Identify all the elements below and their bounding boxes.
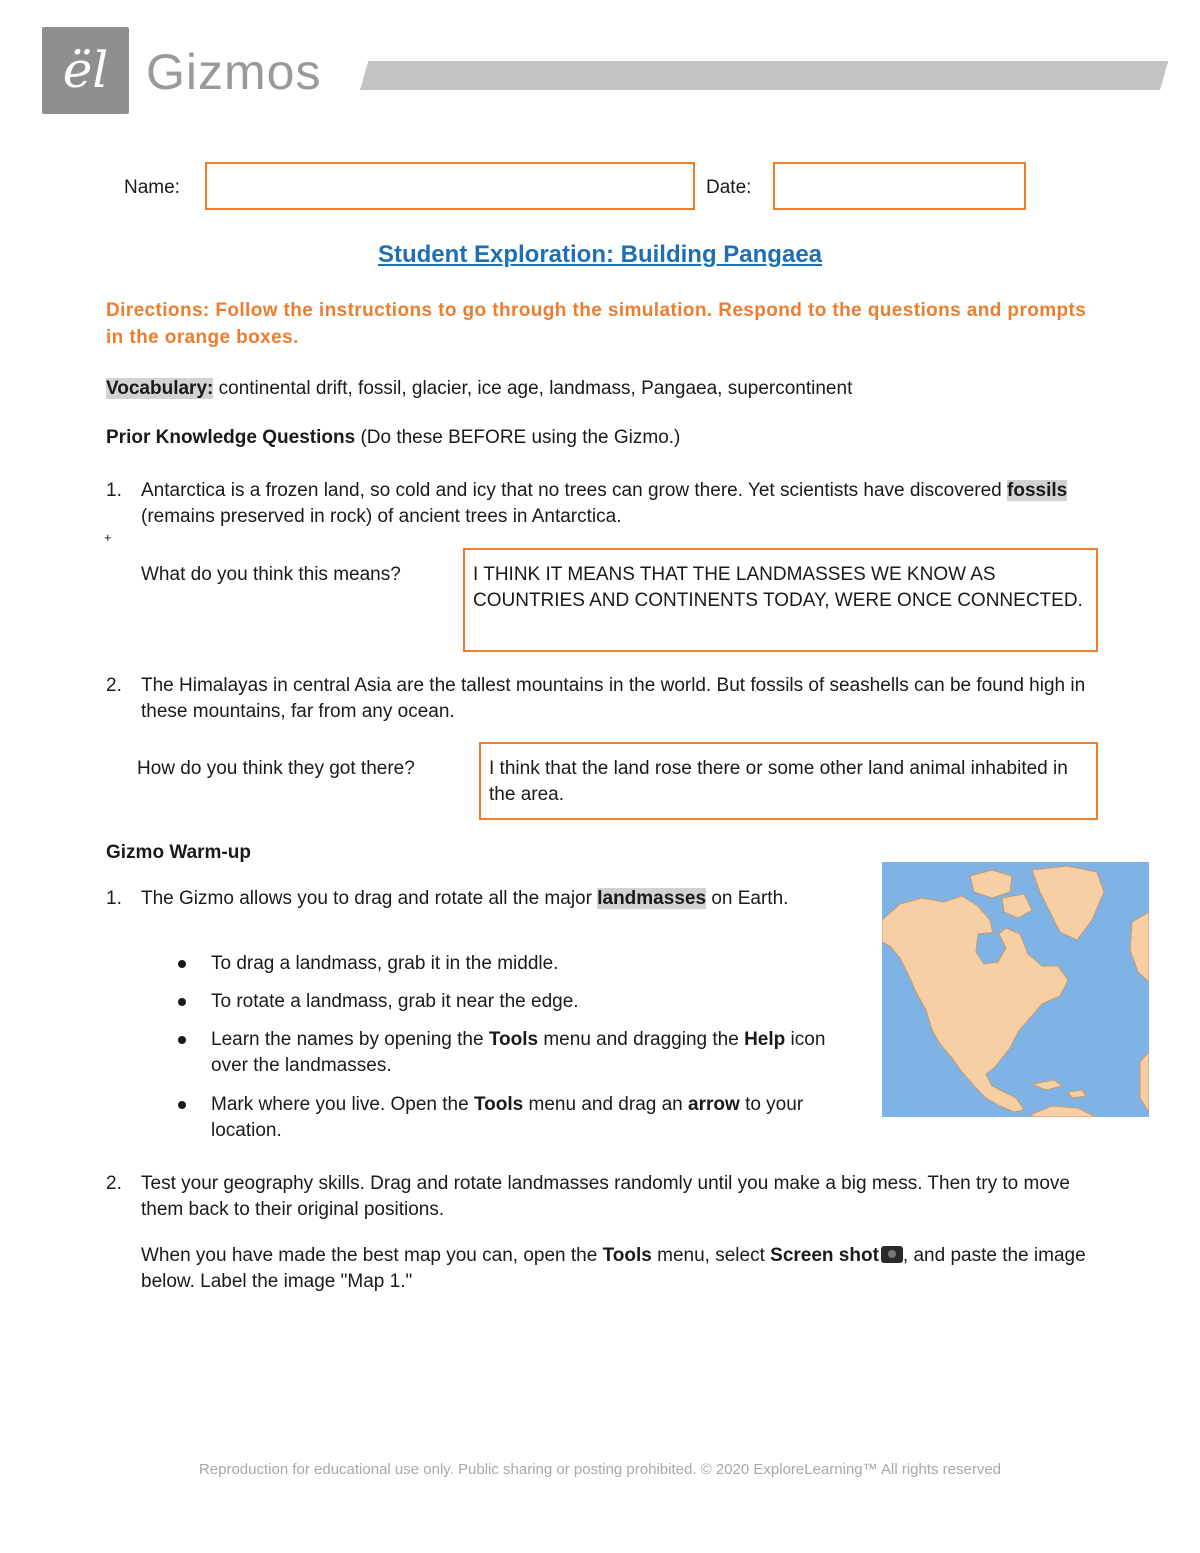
footer-copyright: Reproduction for educational use only. Public sharing or posting prohibited. © 2020 ExploreLearning™ All rights reserved (198, 1461, 1002, 1478)
warmup-item2-instructions (141, 1243, 1096, 1295)
q1-number: 1. (106, 480, 122, 501)
warmup-bullet-2: To rotate a landmass, grab it near the edge. (211, 991, 579, 1012)
bullet-3 (178, 1036, 186, 1044)
warmup-item2-text: Test your geography skills. Drag and rotate landmasses randomly until you make a big mess. Then try to move them back to their original positions. (141, 1173, 1070, 1220)
b3-tools: Tools (488, 1029, 539, 1050)
prior-knowledge-title: Prior Knowledge Questions (106, 427, 356, 448)
logo-glyph: ël (62, 41, 109, 99)
directions: Directions: Follow the instructions to go through the simulation. Respond to the questions and prompts in the orange boxes. (106, 300, 1087, 348)
p-c: , and paste the image below. Label the image "Map 1." (141, 1245, 1086, 1292)
warmup-item2-number: 2. (106, 1173, 122, 1194)
vocabulary (106, 376, 1096, 402)
vocabulary-label: Vocabulary: (106, 378, 214, 399)
warmup-bullet-4 (211, 1092, 841, 1144)
q1-term: fossils (1007, 480, 1068, 501)
page-title: Student Exploration: Building Pangaea (377, 241, 823, 268)
date-field[interactable] (773, 162, 1026, 210)
warmup-item1-term: landmasses (597, 888, 707, 909)
warmup-item1-text-before: The Gizmo allows you to drag and rotate all the major (141, 888, 592, 909)
p-tools: Tools (602, 1245, 652, 1266)
bullet-4 (178, 1101, 186, 1109)
camera-icon (881, 1246, 903, 1263)
prior-knowledge-heading (106, 425, 1096, 451)
b4-b: menu and drag an (528, 1094, 683, 1115)
warmup-bullet-3 (211, 1027, 841, 1079)
vocabulary-terms: continental drift, fossil, glacier, ice age, landmass, Pangaea, supercontinent (218, 378, 853, 399)
q1-text-after: (remains preserved in rock) of ancient trees in Antarctica. (141, 506, 622, 527)
q2-number: 2. (106, 675, 122, 696)
b3-help: Help (744, 1029, 786, 1050)
bullet-1 (178, 960, 186, 968)
warmup-item1-text (141, 886, 831, 912)
q2-answer-box[interactable]: I think that the land rose there or some other land animal inhabited in the area. (479, 742, 1098, 820)
caribbean-island (1068, 1090, 1086, 1098)
b4-a: Mark where you live. Open the (211, 1094, 469, 1115)
name-label: Name: (124, 177, 180, 198)
warmup-bullet-1: To drag a landmass, grab it in the middle. (211, 953, 559, 974)
north-america-map-image (882, 862, 1149, 1117)
warmup-heading: Gizmo Warm-up (106, 842, 251, 863)
b3-a: Learn the names by opening the (211, 1029, 484, 1050)
q2-prompt: How do you think they got there? (137, 758, 415, 779)
q1-prompt: What do you think this means? (141, 564, 401, 585)
brand-name: Gizmos (146, 44, 322, 100)
b4-c: to your location. (211, 1094, 804, 1141)
b3-b: menu and dragging the (543, 1029, 739, 1050)
name-field[interactable] (205, 162, 695, 210)
q1-text-before: Antarctica is a frozen land, so cold and icy that no trees can grow there. Yet scientists have discovered (141, 480, 1002, 501)
p-b: menu, select (657, 1245, 765, 1266)
date-label: Date: (706, 177, 752, 198)
warmup-item1-text-after: on Earth. (711, 888, 789, 909)
b4-arrow: arrow (688, 1094, 740, 1115)
b4-tools: Tools (473, 1094, 524, 1115)
q1-marker: + (104, 530, 112, 545)
b3-c: icon over the landmasses. (211, 1029, 826, 1076)
warmup-item1-number: 1. (106, 888, 122, 909)
p-a: When you have made the best map you can, open the (141, 1245, 598, 1266)
p-screenshot: Screen shot (770, 1245, 879, 1266)
q1-answer-box[interactable]: I THINK IT MEANS THAT THE LANDMASSES WE KNOW AS COUNTRIES AND CONTINENTS TODAY, WERE ONCE CONNECTED. (463, 548, 1098, 652)
q2-text: The Himalayas in central Asia are the tallest mountains in the world. But fossils of seashells can be found high in these mountains, far from any ocean. (141, 675, 1086, 722)
prior-knowledge-note: (Do these BEFORE using the Gizmo.) (360, 427, 681, 448)
header-bar (360, 61, 1168, 90)
q1-text (141, 478, 1091, 530)
bullet-2 (178, 998, 186, 1006)
